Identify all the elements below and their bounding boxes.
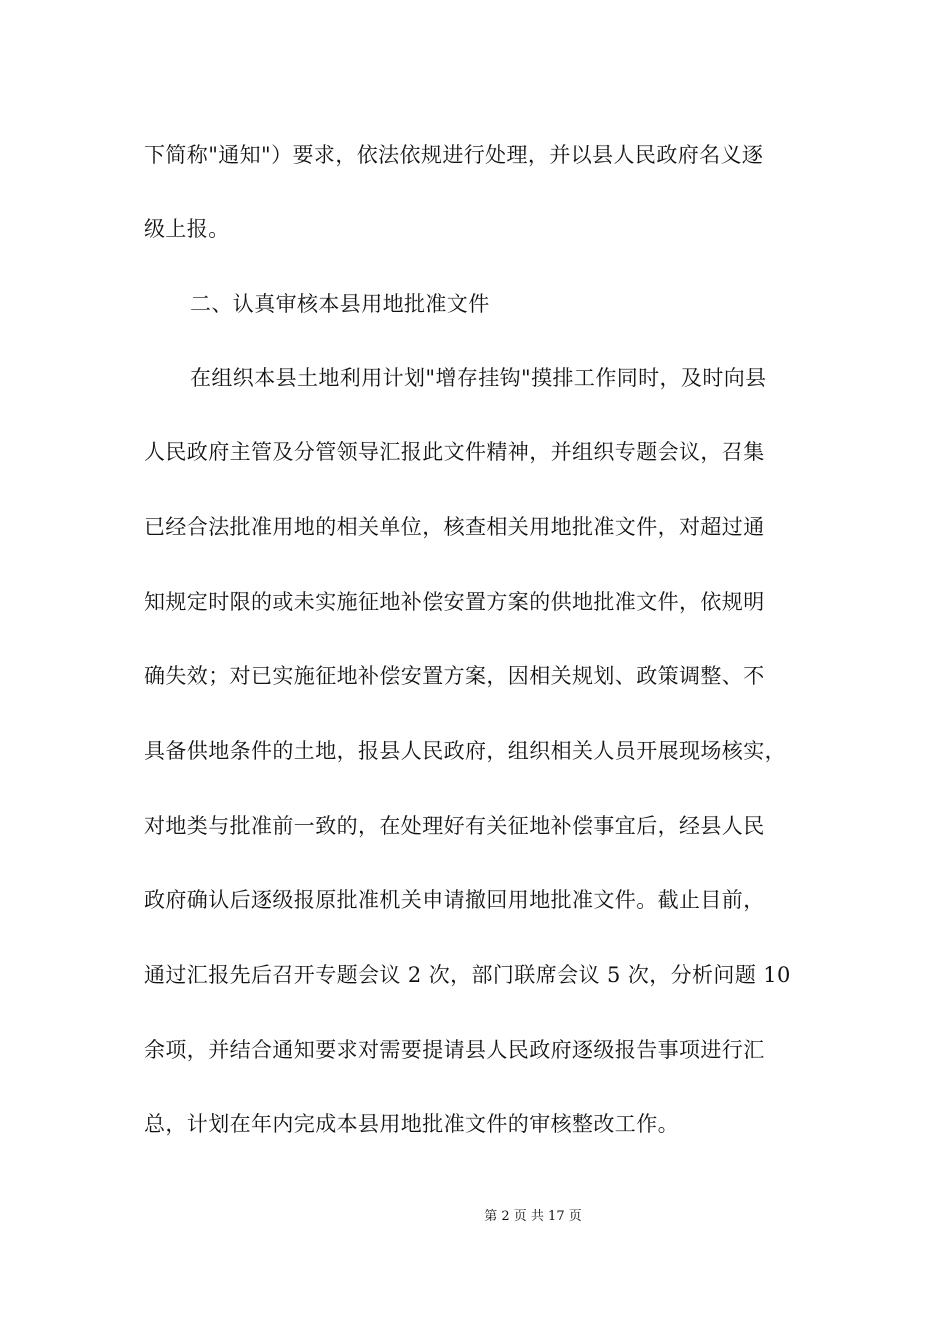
paragraph-line: 通过汇报先后召开专题会议 2 次，部门联席会议 5 次，分析问题 10 bbox=[144, 963, 791, 987]
paragraph-line: 政府确认后逐级报原批准机关申请撤回用地批准文件。截止目前， bbox=[144, 888, 765, 912]
paragraph-line: 具备供地条件的土地，报县人民政府，组织相关人员开展现场核实， bbox=[144, 739, 786, 763]
paragraph-line: 已经合法批准用地的相关单位，核查相关用地批准文件，对超过通 bbox=[144, 515, 765, 539]
paragraph-line: 知规定时限的或未实施征地补偿安置方案的供地批准文件，依规明 bbox=[144, 590, 765, 614]
page-number-footer: 第 2 页 共 17 页 bbox=[484, 1209, 582, 1224]
paragraph-line: 级上报。 bbox=[144, 217, 230, 241]
paragraph-line: 余项，并结合通知要求对需要提请县人民政府逐级报告事项进行汇 bbox=[144, 1038, 765, 1062]
paragraph-line: 总，计划在年内完成本县用地批准文件的审核整改工作。 bbox=[144, 1112, 679, 1136]
paragraph-line: 对地类与批准前一致的，在处理好有关征地补偿事宜后，经县人民 bbox=[144, 814, 765, 838]
paragraph-line: 下简称"通知"）要求，依法依规进行处理，并以县人民政府名义逐 bbox=[144, 143, 764, 167]
section-heading: 二、认真审核本县用地批准文件 bbox=[190, 292, 490, 316]
paragraph-line: 人民政府主管及分管领导汇报此文件精神，并组织专题会议，召集 bbox=[144, 440, 765, 464]
paragraph-line: 确失效；对已实施征地补偿安置方案，因相关规划、政策调整、不 bbox=[144, 664, 765, 688]
paragraph-line: 在组织本县土地利用计划"增存挂钩"摸排工作同时，及时向县 bbox=[190, 366, 767, 390]
